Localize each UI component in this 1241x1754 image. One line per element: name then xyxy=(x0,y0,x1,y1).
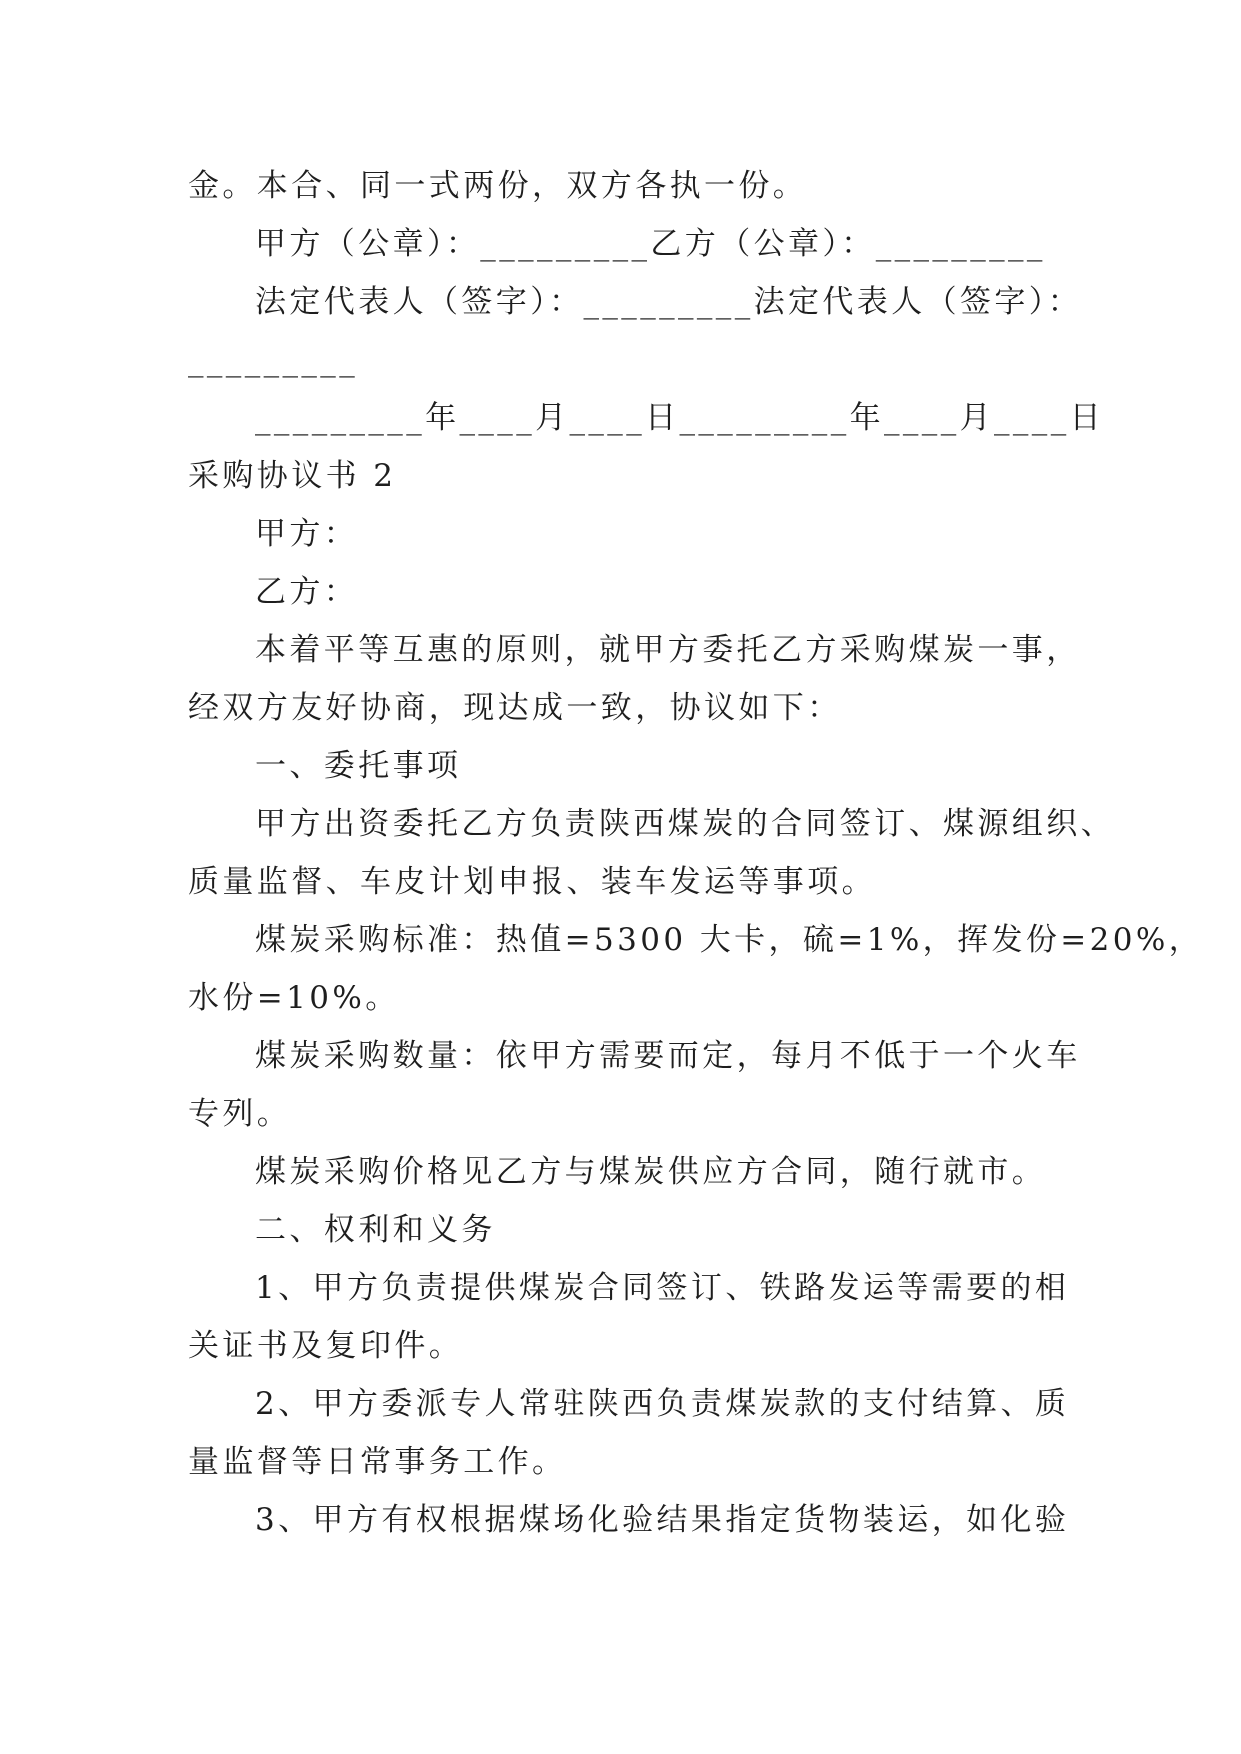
text-line: 本着平等互惠的原则，就甲方委托乙方采购煤炭一事， xyxy=(255,632,1081,668)
text-line: 经双方友好协商，现达成一致，协议如下： xyxy=(188,690,842,726)
text-line: 甲方（公章）：_________乙方（公章）：_________ xyxy=(255,226,1046,262)
text-line: 乙方： xyxy=(255,574,359,610)
clause-heading: 二、权利和义务 xyxy=(255,1212,496,1248)
text-line: 甲方出资委托乙方负责陕西煤炭的合同签订、煤源组织、 xyxy=(255,806,1115,842)
text-line: 关证书及复印件。 xyxy=(188,1328,464,1364)
text-line: 量监督等日常事务工作。 xyxy=(188,1444,567,1480)
text-line: 法定代表人（签字）：_________法定代表人（签字）： xyxy=(255,284,1083,320)
text-line: 金。本合、同一式两份，双方各执一份。 xyxy=(188,168,808,204)
text-line: 2、甲方委派专人常驻陕西负责煤炭款的支付结算、质 xyxy=(255,1386,1070,1422)
text-line: 煤炭采购数量：依甲方需要而定，每月不低于一个火车 xyxy=(255,1038,1081,1074)
text-line: 煤炭采购标准：热值=5300 大卡，硫=1%，挥发份=20%， xyxy=(255,922,1204,958)
text-line: _________年____月____日_________年____月____日 xyxy=(255,400,1104,436)
text-line: 质量监督、车皮计划申报、装车发运等事项。 xyxy=(188,864,876,900)
text-line: 甲方： xyxy=(255,516,359,552)
text-line: 煤炭采购价格见乙方与煤炭供应方合同，随行就市。 xyxy=(255,1154,1047,1190)
text-line: 3、甲方有权根据煤场化验结果指定货物装运，如化验 xyxy=(255,1502,1070,1538)
section-title: 采购协议书 2 xyxy=(188,458,397,494)
text-line: 1、甲方负责提供煤炭合同签订、铁路发运等需要的相 xyxy=(255,1270,1070,1306)
text-line: 专列。 xyxy=(188,1096,292,1132)
text-line: 水份=10%。 xyxy=(188,980,400,1016)
text-line: _________ xyxy=(188,342,359,378)
clause-heading: 一、委托事项 xyxy=(255,748,462,784)
